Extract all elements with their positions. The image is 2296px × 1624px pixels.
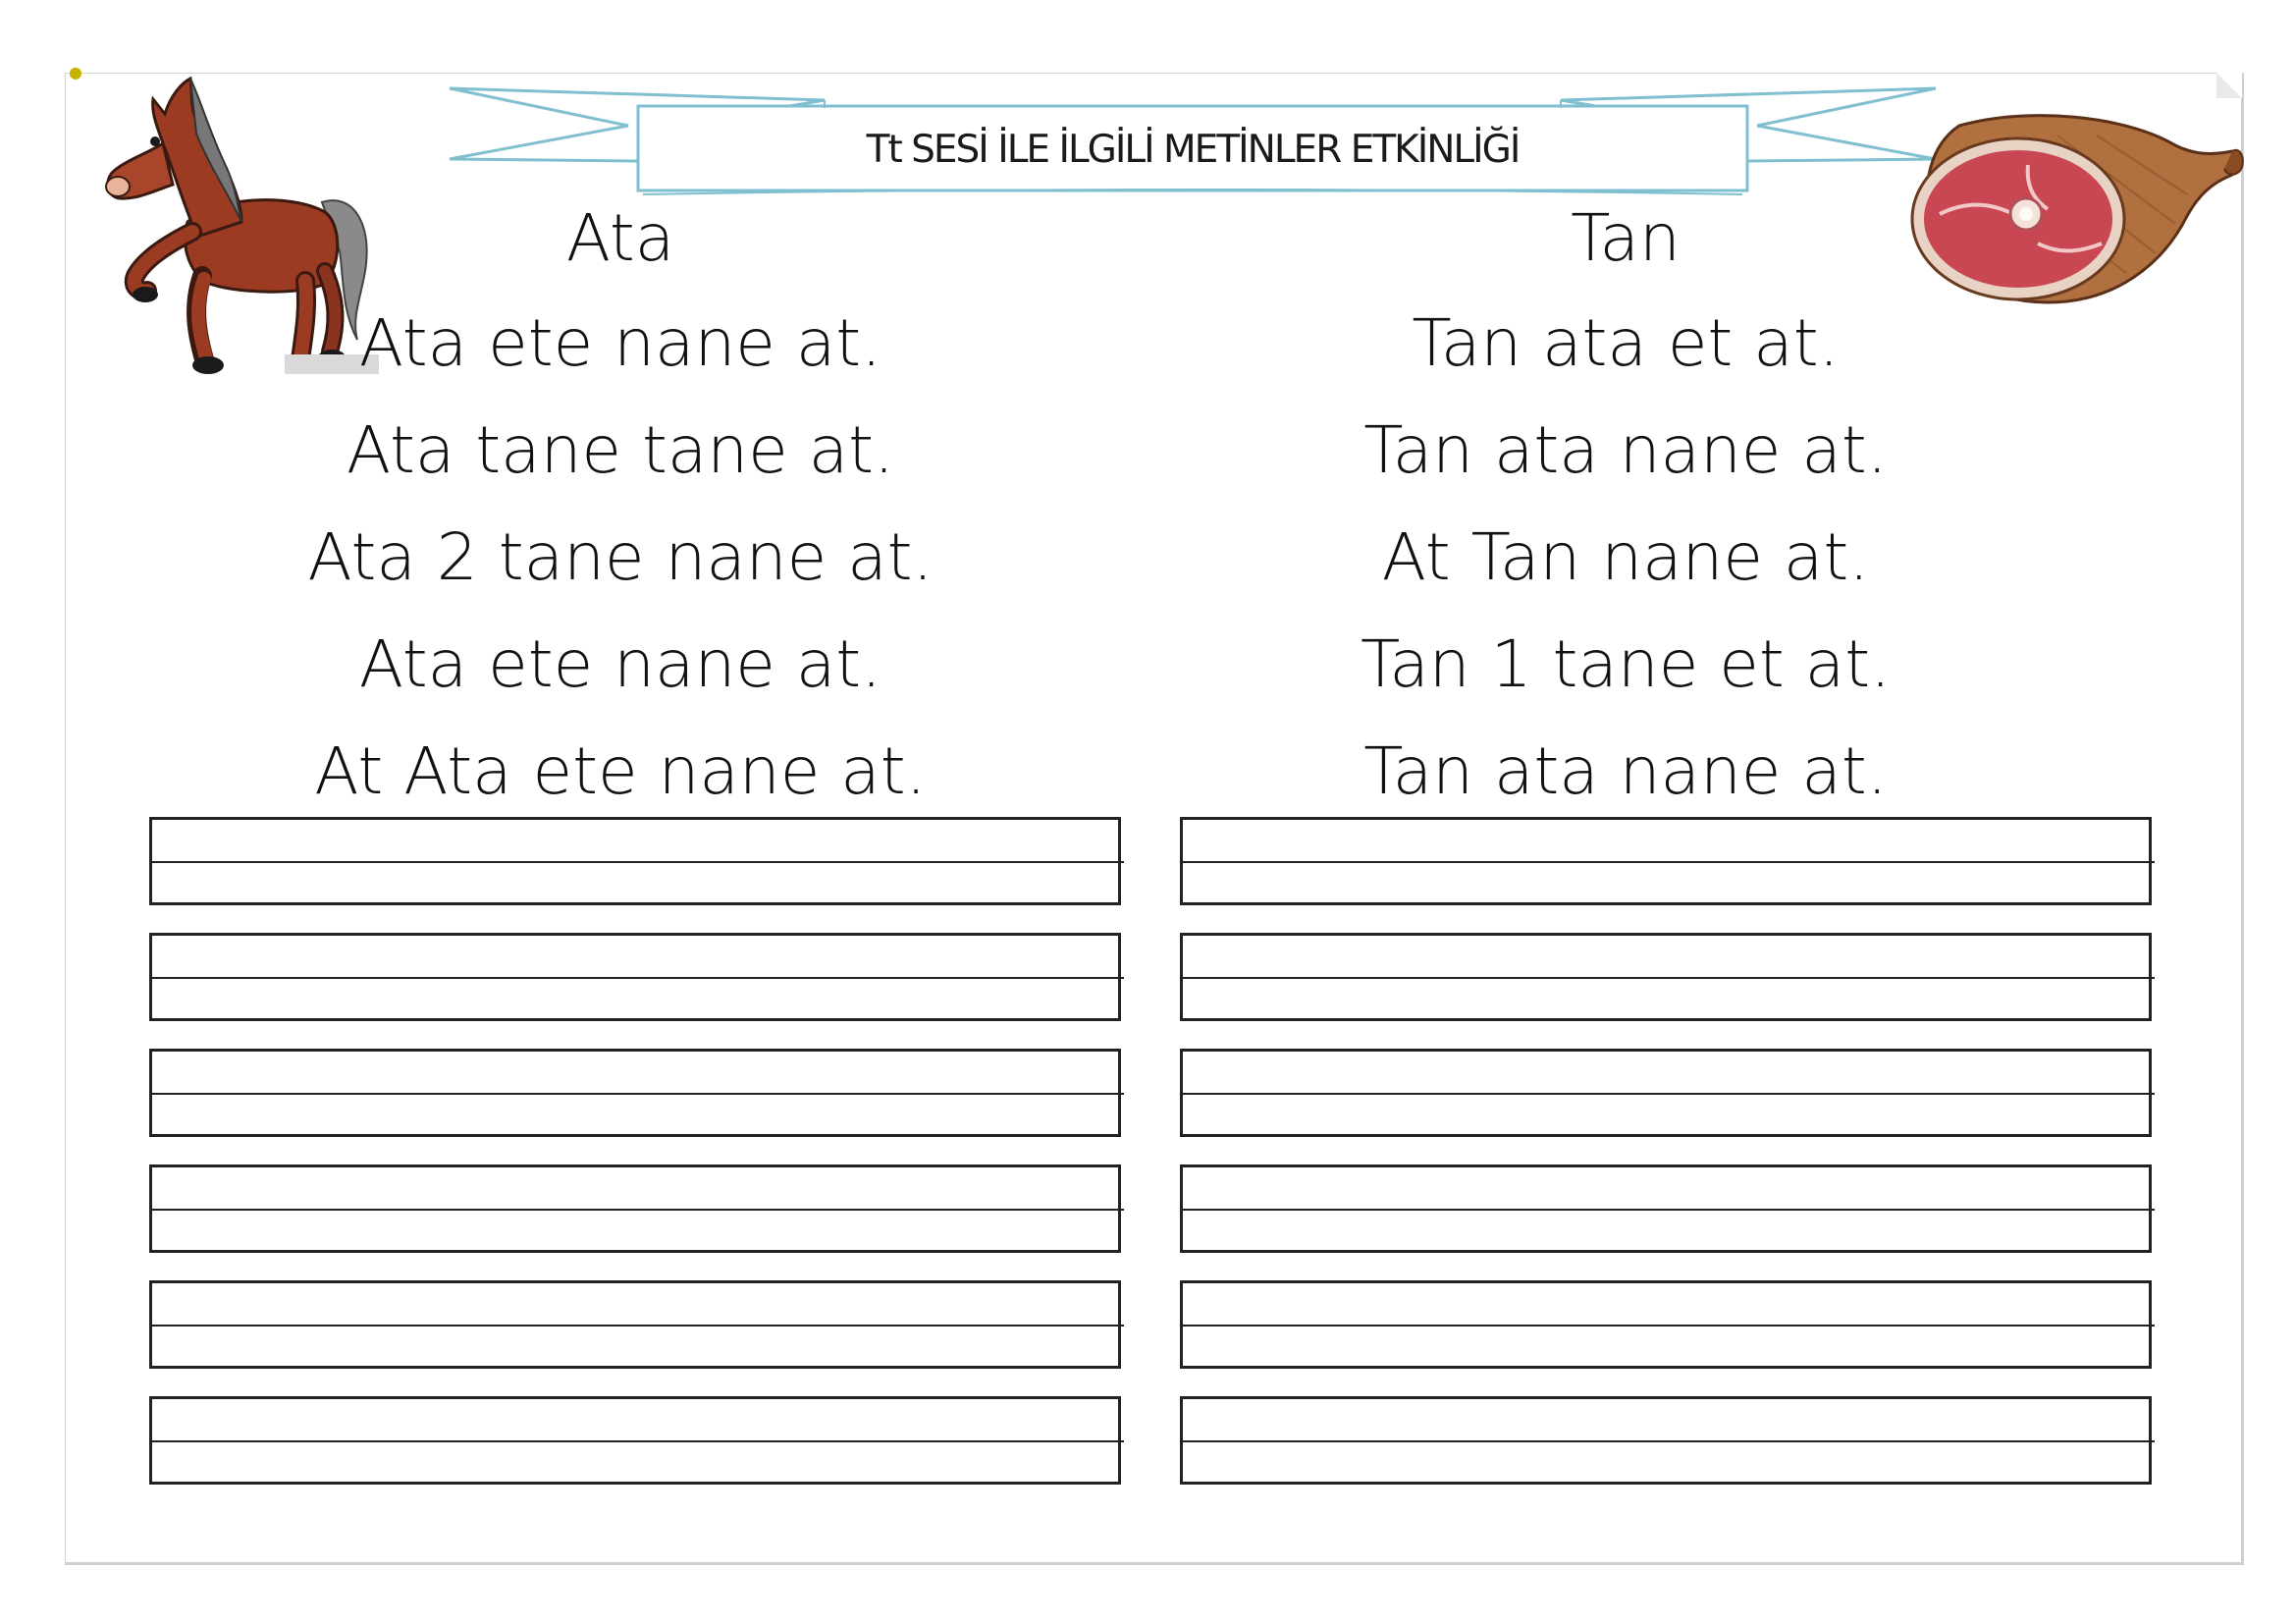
writing-line-box[interactable] — [1180, 1396, 2152, 1485]
writing-line-box[interactable] — [149, 1280, 1121, 1369]
writing-midline — [152, 1093, 1124, 1095]
writing-line-box[interactable] — [1180, 933, 2152, 1021]
writing-midline — [1183, 1440, 2155, 1442]
writing-midline — [1183, 1209, 2155, 1211]
left-text-line: Ata ete nane at. — [358, 626, 882, 702]
writing-midline — [152, 1440, 1124, 1442]
writing-line-box[interactable] — [149, 1164, 1121, 1253]
left-writing-area — [149, 817, 1121, 1512]
left-text-title: Ata — [565, 200, 675, 276]
left-text-line: Ata tane tane at. — [346, 412, 895, 488]
right-writing-area — [1180, 817, 2152, 1512]
writing-midline — [152, 861, 1124, 863]
writing-midline — [152, 1209, 1124, 1211]
writing-line-box[interactable] — [149, 933, 1121, 1021]
right-text-line: Tan ata nane at. — [1363, 412, 1888, 488]
writing-midline — [1183, 1093, 2155, 1095]
left-text-line: Ata ete nane at. — [358, 305, 882, 381]
right-text-line: At Tan nane at. — [1381, 519, 1870, 595]
worksheet-title: Tt SESİ İLE İLGİLİ METİNLER ETKİNLİĞİ — [866, 127, 1520, 172]
right-text-line: Tan ata nane at. — [1363, 733, 1888, 809]
writing-midline — [1183, 1325, 2155, 1326]
right-text-title: Tan — [1571, 200, 1681, 276]
left-text-line: At Ata ete nane at. — [314, 733, 927, 809]
left-text-line: Ata 2 tane nane at. — [307, 519, 934, 595]
right-text-line: Tan 1 tane et at. — [1360, 626, 1892, 702]
page-corner-fold — [2216, 73, 2242, 98]
writing-line-box[interactable] — [149, 1396, 1121, 1485]
writing-line-box[interactable] — [1180, 1164, 2152, 1253]
writing-line-box[interactable] — [149, 817, 1121, 905]
writing-line-box[interactable] — [1180, 1280, 2152, 1369]
writing-line-box[interactable] — [1180, 817, 2152, 905]
writing-line-box[interactable] — [1180, 1049, 2152, 1137]
right-text-block — [1282, 187, 1969, 825]
left-text-block — [277, 187, 964, 825]
writing-midline — [1183, 861, 2155, 863]
writing-midline — [152, 977, 1124, 979]
right-text-line: Tan ata et at. — [1412, 305, 1840, 381]
writing-line-box[interactable] — [149, 1049, 1121, 1137]
pin-icon: ● — [69, 63, 82, 81]
writing-midline — [1183, 977, 2155, 979]
writing-midline — [152, 1325, 1124, 1326]
